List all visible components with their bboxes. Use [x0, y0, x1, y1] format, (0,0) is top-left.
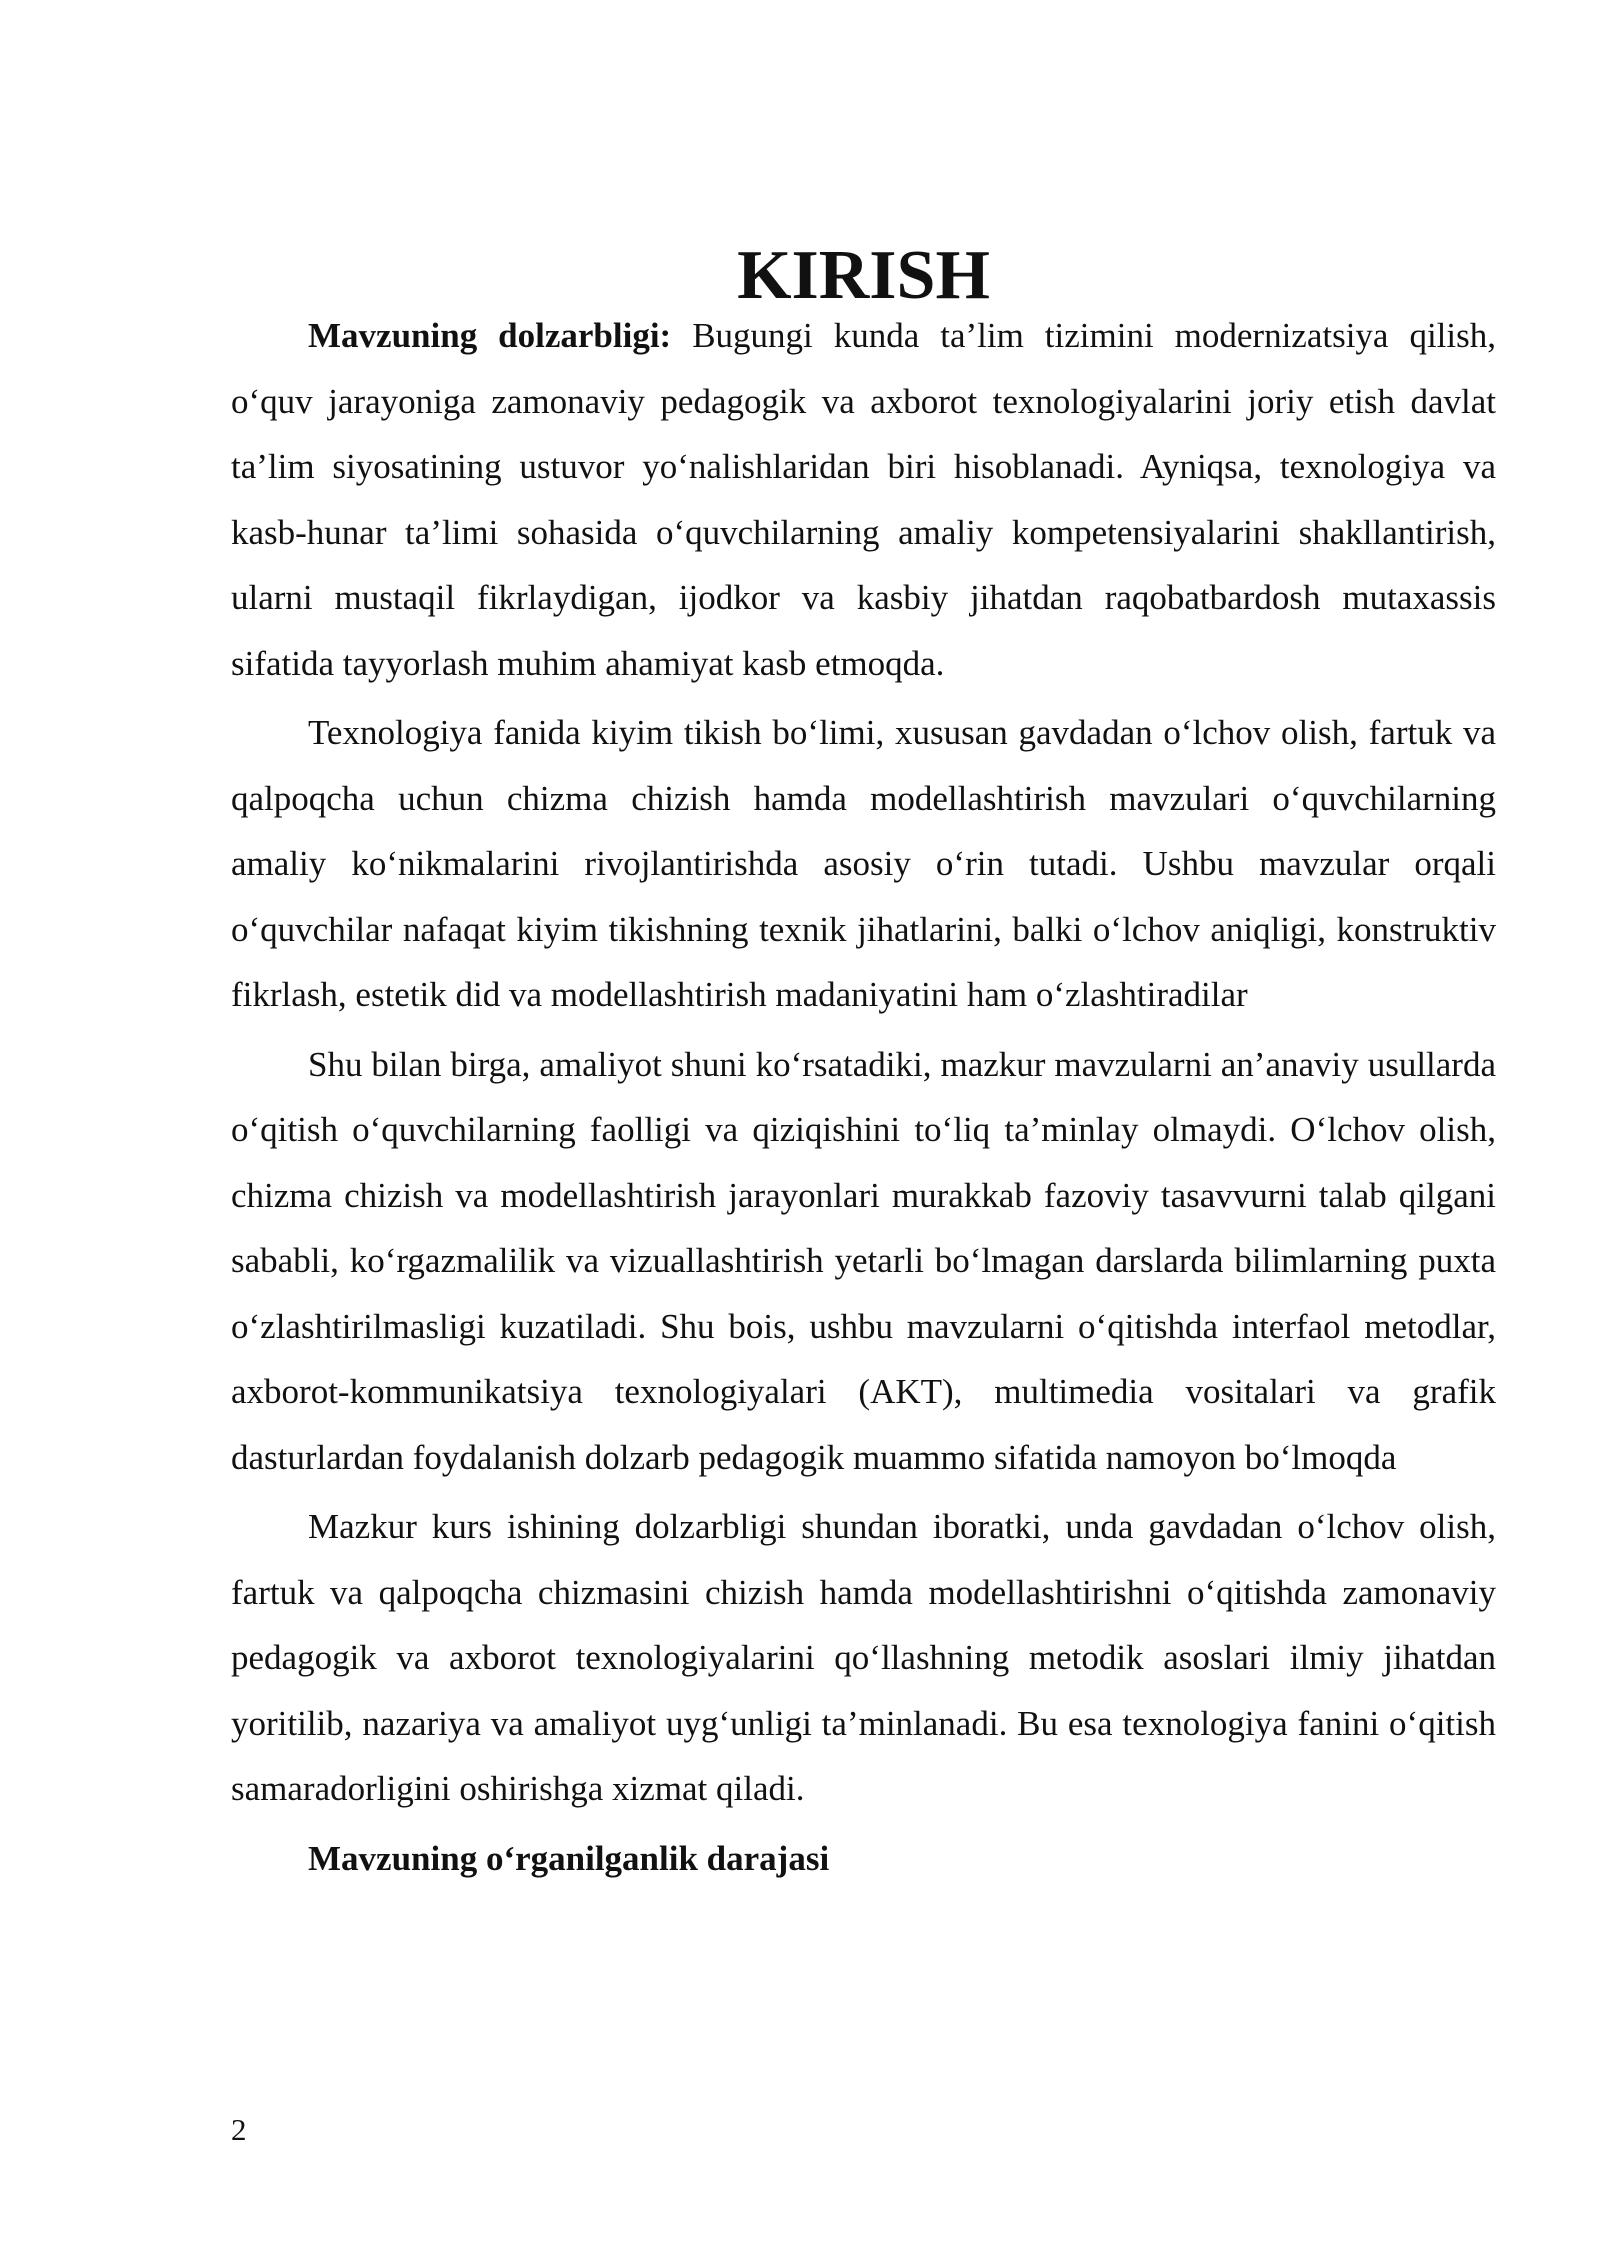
paragraph-text: Bugungi kunda ta’lim tizimini modernizatsiya qilish, o‘quv jarayoniga zamonaviy pedagogik va axborot texnologiyalarini joriy etish davlat ta’lim siyosatining ustuvor yo‘nalishlaridan biri hisoblanadi. Ayniqsa, texnologiya va kasb-hunar ta’limi sohasida o‘quvchilarning amaliy kompetensiyalarini shakllantirish, ularni mustaqil fikrlaydigan, ijodkor va kasbiy jihatdan raqobatbardosh mutaxassis sifatida tayyorlash muhim ahamiyat kasb etmoqda. [231, 316, 1496, 683]
paragraph-practice: Shu bilan birga, amaliyot shuni ko‘rsatadiki, mazkur mavzularni an’anaviy usullarda o‘qitish o‘quvchilarning faolligi va qiziqishini to‘liq ta’minlay olmaydi. O‘lchov olish, chizma chizish va modellashtirish jarayonlari murakkab fazoviy tasavvurni talab qilgani sababli, ko‘rgazmalilik va vizuallashtirish yetarli bo‘lmagan darslarda bilimlarning puxta o‘zlashtirilmasligi kuzatiladi. Shu bois, ushbu mavzularni o‘qitishda interfaol metodlar, axborot-kommunikatsiya texnologiyalari (AKT), multimedia vositalari va grafik dasturlardan foydalanish dolzarb pedagogik muammo sifatida namoyon bo‘lmoqda [231, 1044, 1496, 1477]
section-subheading: Mavzuning o‘rganilganlik darajasi [308, 1838, 830, 1878]
paragraph-clothing-section: Texnologiya fanida kiyim tikish bo‘limi, xususan gavdadan o‘lchov olish, fartuk va qalpoqcha uchun chizma chizish hamda modellashtirish mavzulari o‘quvchilarning amaliy ko‘nikmalarini rivojlantirishda asosiy o‘rin tutadi. Ushbu mavzular orqali o‘quvchilar nafaqat kiyim tikishning texnik jihatlarini, balki o‘lchov aniqligi, konstruktiv fikrlash, estetik did va modellashtirish madaniyatini ham o‘zlashtiradilar [231, 713, 1496, 1014]
page-title: KIRISH [737, 237, 990, 314]
paragraph-course-work: Mazkur kurs ishining dolzarbligi shundan iboratki, unda gavdadan o‘lchov olish, fartuk va qalpoqcha chizmasini chizish hamda modellashtirishni o‘qitishda zamonaviy pedagogik va axborot texnologiyalarini qo‘llashning metodik asoslari ilmiy jihatdan yoritilib, nazariya va amaliyot uyg‘unligi ta’minlanadi. Bu esa texnologiya fanini o‘qitish samaradorligini oshirishga xizmat qiladi. [231, 1507, 1496, 1808]
paragraph-lead: Mavzuning dolzarbligi: [308, 316, 672, 355]
page-content [231, 237, 1496, 1891]
page-number: 2 [231, 2112, 247, 2147]
paragraph-relevance [231, 303, 1496, 696]
